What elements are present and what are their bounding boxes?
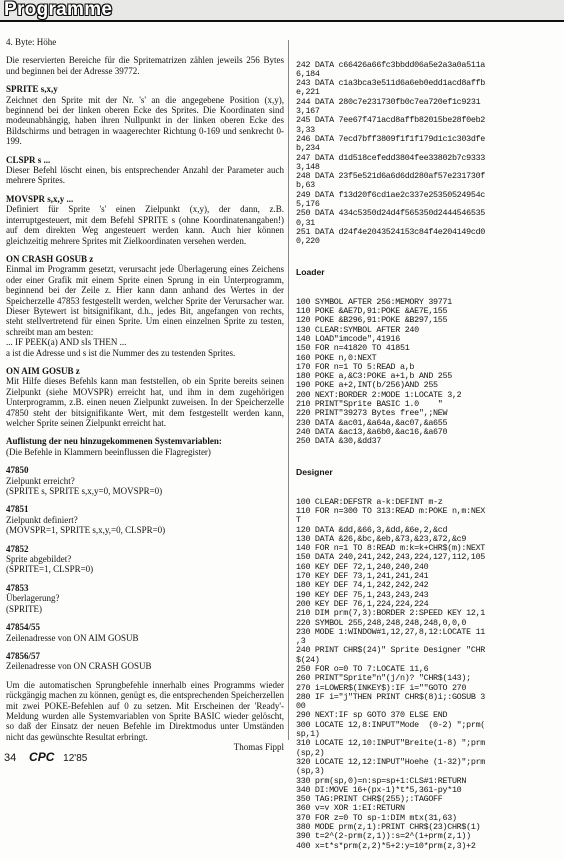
code-line: 3,33: [296, 124, 315, 135]
code-line: 300 LOCATE 12,8:INPUT"Mode (0-2) ";prm(: [296, 719, 486, 730]
code-line: (sp,2): [296, 747, 325, 758]
code-line: 280 IF i="j"THEN PRINT CHR$(8)i;:GOSUB 3: [296, 691, 486, 702]
code-line: 330 prm(sp,0)=n:sp=sp+1:CLS#1:RETURN: [296, 775, 467, 786]
page-header: [0, 0, 564, 24]
code-line: 290 NEXT:IF sp GOTO 370 ELSE END: [296, 710, 448, 721]
code-line: 200 KEY DEF 76,1,224,224,224: [296, 598, 429, 609]
code-line: 100 CLEAR:DEFSTR a-k:DEFINT m-z: [296, 496, 443, 507]
command-heading: CLSPR s ...: [6, 154, 51, 165]
code-line: 242 DATA c66426a66fc3bbdd06a5e2a3a0a511a: [296, 59, 486, 70]
code-line: ,3: [296, 636, 306, 647]
code-line: 270 i=LOWER$(INKEY$):IF i=""GOTO 270: [296, 682, 467, 693]
code-line: 6,184: [296, 68, 320, 79]
code-line: 110 FOR n=300 TO 313:READ m:POKE n,m:NEX: [296, 505, 486, 516]
sysvar-address: 47851: [6, 504, 29, 515]
command-on-crash: [6, 254, 284, 358]
intro-heading: 4. Byte: Höhe: [6, 37, 57, 47]
article-text-column: [6, 37, 284, 753]
page-footer: [4, 750, 87, 764]
sysvar-flags: (SPRITE s, SPRITE s,x,y=0, MOVSPR=0): [6, 486, 163, 497]
sysvar-meaning: Zeilenadresse von ON CRASH GOSUB: [6, 661, 152, 672]
command-heading: ON CRASH GOSUB z: [6, 253, 94, 264]
code-line: 250 FOR o=0 TO 7:LOCATE 11,6: [296, 664, 429, 674]
command-description: Definiert für Sprite 's' einen Zielpunkt (x,y), der dann, z.B. interruptgesteuert, mit dem Befehl SPRITE s (ohne Koordinatenangaben!) auf dem direkten Weg angesteuert werden kann. Auch hier können gleichzeitig mehrere Sprites mit Zielkoordinaten versehen werden.: [6, 204, 284, 246]
magazine-name: CPC: [29, 750, 55, 764]
code-line: 120 POKE &B296,91:POKE &B297,155: [296, 315, 448, 326]
column-divider: [288, 40, 289, 740]
code-line: 245 DATA 7ee67f471acd8affb82015be28f0eb2: [296, 115, 486, 126]
author-signature: Thomas Fippl: [233, 742, 284, 753]
command-on-aim: [6, 366, 284, 428]
sysvar-address: 47856/57: [6, 650, 41, 661]
command-description: Zeichnet den Sprite mit der Nr. 's' an die angegebene Position (x,y), beginnend bei der linken oberen Ecke des Sprites. Die Koordinaten sind modeunabhängig, haben ihren Nullpunkt in der linken oberen Ecke des Bildschirms und betragen in waagerechter Richtung 0-169 und senkrecht 0-199.: [6, 94, 284, 147]
page-number: 34: [4, 752, 17, 764]
code-line: 260 PRINT"Sprite"n"(j/n)? "CHR$(143);: [296, 673, 471, 684]
sysvar-address: 47853: [6, 582, 29, 593]
code-line: 370 FOR z=0 TO sp-1:DIM mtx(31,63): [296, 812, 457, 823]
sysvar-47853: [6, 583, 284, 614]
code-line: 230 DATA &ac01,&a64a,&ac07,&a655: [296, 417, 448, 428]
command-description: Mit Hilfe dieses Befehls kann man feststellen, ob ein Sprite bereits seinen Zielpunkt (siehe MOVSPR) erreicht hat, und ihm in dem zugehörigen Unterprogramm, z.B. einen neuen Zielpunkt zuweisen. In der Speicherzelle 47850 steht der bitsignifikante Wert, mit dem festgestellt werden kann, welcher Sprite seinen Zielpunkt erreicht hat.: [6, 376, 284, 428]
code-line: 251 DATA d24f4e2043524153c84f4e204149cd0: [296, 226, 486, 237]
code-snippet: ... IF PEEK(a) AND sIs THEN ...: [6, 337, 127, 348]
issue-date: 12'85: [63, 753, 88, 764]
code-line: 0,220: [296, 236, 320, 247]
code-line: b,234: [296, 143, 320, 154]
sysvar-meaning: Zielpunkt definiert?: [6, 514, 78, 525]
code-line: sp,1): [296, 729, 320, 740]
code-line: 130 CLEAR:SYMBOL AFTER 240: [296, 324, 419, 335]
sysvar-flags: (MOVSPR=1, SPRITE s,x,y,=0, CLSPR=0): [6, 525, 166, 536]
code-line: 210 PRINT"Sprite BASIC 1.0 ": [296, 398, 443, 409]
sysvar-47851: [6, 504, 284, 535]
code-line: 220 SYMBOL 255,248,248,248,248,0,0,0: [296, 617, 467, 628]
program-listing-column: [296, 42, 562, 860]
sysvar-address: 47854/55: [6, 622, 41, 633]
code-line: T: [296, 515, 301, 526]
command-movspr: [6, 194, 284, 246]
sysvar-intro: [6, 436, 284, 457]
sysvar-meaning: Sprite abgebildet?: [6, 554, 72, 565]
sysvar-47856: [6, 651, 284, 672]
closing-paragraph: Um die automatischen Sprungbefehle innerhalb eines Programms wieder rückgängig machen zu können, genügt es, die entsprechenden Speicherzellen mit zwei POKE-Befehlen auf 0 zu setzen. Mit Erscheinen der 'Ready'-Meldung wurden alle Systemvariablen von Sprite BASIC wieder gelöscht, so daß der Einsatz der neuen Befehle im Direktmodus unter Umständen nicht das gewünschte Resultat erbringt.: [6, 679, 284, 742]
code-line: 220 PRINT"39273 Bytes free",;NEW: [296, 408, 448, 419]
code-line: 320 LOCATE 12,12:INPUT"Hoehe (1-32)";prm: [296, 756, 486, 767]
code-line: 210 DIM prm(7,3):BORDER 2:SPEED KEY 12,1: [296, 608, 486, 619]
code-line: 190 KEY DEF 75,1,243,243,243: [296, 589, 429, 600]
code-line: b,63: [296, 180, 315, 191]
code-line: 160 POKE n,0:NEXT: [296, 352, 377, 363]
code-line: 180 KEY DEF 74,1,242,242,242: [296, 580, 429, 591]
command-clspr: [6, 155, 284, 186]
sysvar-47852: [6, 544, 284, 575]
command-heading: ON AIM GOSUB z: [6, 365, 80, 376]
code-line: 390 t=2^(2-prm(z,1)):s=2^(1+prm(z,1)): [296, 831, 471, 842]
section-title: Programme: [4, 0, 113, 20]
code-line: 0,31: [296, 217, 315, 228]
code-line: 180 POKE a,&C3:POKE a+1,b AND 255: [296, 371, 452, 382]
sysvar-meaning: Überlagerung?: [6, 593, 60, 604]
command-description-2: a ist die Adresse und s ist die Nummer des zu testenden Sprites.: [6, 347, 236, 358]
code-line: 250 DATA &30,&dd37: [296, 436, 382, 447]
code-line: 230 MODE 1:WINDOW#1,12,27,8,12:LOCATE 11: [296, 626, 486, 637]
code-line: 380 MODE prm(z,1):PRINT CHR$(23)CHR$(1): [296, 822, 481, 833]
command-description: Einmal im Programm gesetzt, verursacht jede Überlagerung eines Zeichens oder einer Grafik mit einem Sprite einen Sprung in ein Unterprogramm, beginnend bei der Zeile z. Hier kann dann anhand des Wertes in der Speicherzelle 47853 festgestellt werden, welcher Sprite der Verursacher war. Dieser Bytewert ist bitsignifikant, d.h., jedes Bit, angefangen von rechts, steht stellvertretend für einen Sprite. Um einen einzelnen Sprite zu testen, schreibt man am besten:: [6, 264, 284, 337]
loader-listing: [296, 298, 562, 447]
sysvar-meaning: Zeilenadresse von ON AIM GOSUB: [6, 632, 139, 643]
code-line: 243 DATA c1a3bca3e511d6a6eb0edd1acd8affb: [296, 78, 486, 89]
code-line: 00: [296, 701, 306, 712]
sysvar-47854: [6, 622, 284, 643]
code-line: 140 FOR n=1 TO 8:READ m:k=k+CHR$(m):NEXT: [296, 543, 486, 554]
code-line: 150 FOR n=41820 TO 41851: [296, 343, 410, 354]
designer-listing: [296, 498, 562, 851]
code-line: 170 FOR n=1 TO 5:READ a,b: [296, 361, 415, 372]
code-line: 244 DATA 280c7e231730fb0c7ea720ef1c9231: [296, 96, 481, 107]
code-line: 400 x=t*s*prm(z,2)*5+2:y=10*prm(z,3)+2: [296, 840, 476, 851]
command-description: Dieser Befehl löscht einen, bis entsprechender Anzahl der Parameter auch mehrere Sprites.: [6, 165, 284, 186]
sysvar-subheading: (Die Befehle in Klammern beeinflussen die Flagregister): [6, 446, 211, 457]
code-line: $(24): [296, 654, 320, 665]
sysvar-47850: [6, 465, 284, 496]
code-line: 249 DATA f13d20f6cd1ae2c337e25350524954c: [296, 189, 486, 200]
code-line: 246 DATA 7ecd7bff3809f1f1f179d1c1c303dfe: [296, 133, 486, 144]
command-heading: SPRITE s,x,y: [6, 84, 58, 95]
intro-paragraph: Die reservierten Bereiche für die Spritematrizen zählen jeweils 256 Bytes und beginnen bei der Adresse 39772.: [6, 55, 284, 76]
sysvar-heading: Auflistung der neu hinzugekommenen Systemvariablen:: [6, 436, 222, 447]
code-line: 100 SYMBOL AFTER 256:MEMORY 39771: [296, 296, 452, 307]
sysvar-address: 47852: [6, 543, 29, 554]
code-line: 150 DATA 240,241,242,243,224,127,112,105: [296, 552, 486, 563]
code-line: 160 KEY DEF 72,1,240,240,240: [296, 561, 429, 572]
sysvar-address: 47850: [6, 465, 29, 476]
code-line: 120 DATA &dd,&66,3,&dd,&6e,2,&cd: [296, 524, 448, 535]
code-line: e,221: [296, 87, 320, 98]
code-line: 5,176: [296, 199, 320, 210]
code-line: 340 DI:MOVE 16+(px-1)*t*5,361-py*10: [296, 784, 462, 795]
sysvar-meaning: Zielpunkt erreicht?: [6, 475, 75, 486]
command-heading: MOVSPR s,x,y ...: [6, 193, 74, 204]
code-line: (sp,3): [296, 766, 325, 777]
code-line: 240 DATA &ac13,&a6b0,&ac16,&a670: [296, 426, 448, 437]
designer-heading: Designer: [296, 467, 333, 478]
code-line: 248 DATA 23f5e521d6a6d6dd280af57e231730f: [296, 171, 486, 182]
code-line: 3,148: [296, 161, 320, 172]
data-listing: [296, 61, 562, 247]
code-line: 240 PRINT CHR$(24)" Sprite Designer "CHR: [296, 645, 486, 656]
code-line: 140 LOAD"imcode",41916: [296, 333, 400, 344]
code-line: 200 NEXT:BORDER 2:MODE 1:LOCATE 3,2: [296, 389, 462, 400]
code-line: 190 POKE a+2,INT(b/256)AND 255: [296, 380, 438, 391]
loader-heading: Loader: [296, 267, 325, 278]
code-line: 310 LOCATE 12,10:INPUT"Breite(1-8) ";prm: [296, 738, 486, 749]
sysvar-flags: (SPRITE): [6, 603, 42, 614]
code-line: 350 TAG:PRINT CHR$(255);:TAGOFF: [296, 794, 443, 805]
code-line: 110 POKE &AE7D,91:POKE &AE7E,155: [296, 306, 448, 317]
code-line: 360 v=v XOR 1:EI:RETURN: [296, 803, 405, 814]
code-line: 3,167: [296, 106, 320, 117]
sysvar-flags: (SPRITE=1, CLSPR=0): [6, 564, 94, 575]
code-line: 170 KEY DEF 73,1,241,241,241: [296, 571, 429, 582]
command-sprite: [6, 84, 284, 146]
code-line: 250 DATA 434c5350d24d4f565350d2444546535: [296, 208, 486, 219]
code-line: 130 DATA &26,&bc,&eb,&73,&23,&72,&c9: [296, 533, 467, 544]
code-line: 247 DATA d1d518cefedd3804fee33802b7c9333: [296, 152, 486, 163]
